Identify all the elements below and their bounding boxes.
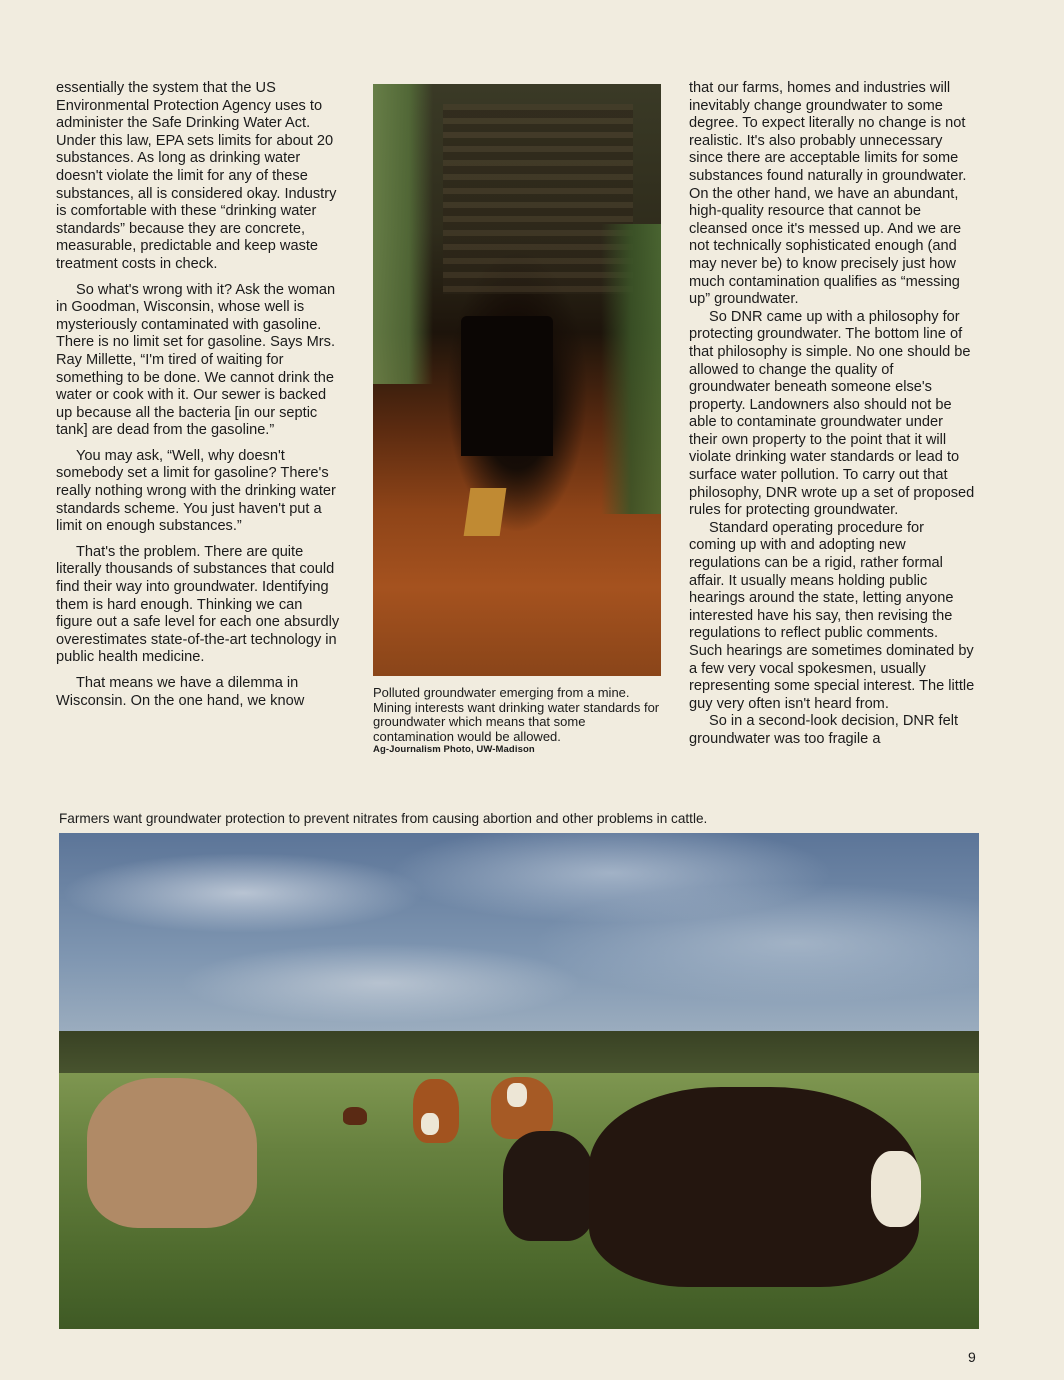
cow	[589, 1087, 919, 1287]
wooden-plank	[464, 488, 507, 536]
paragraph: So DNR came up with a philosophy for protecting groundwater. The bottom line of that philosophy is simple. No one should be allowed to change the quality of groundwater beneath someone else's property. Landowners also should not be able to contaminate groundwater under their own property to the point that it will violate drinking water standards or lead to surface water pollution. To carry out that philosophy, DNR wrote up a set of proposed rules for protecting groundwater.	[689, 308, 975, 519]
paragraph: So what's wrong with it? Ask the woman in Goodman, Wisconsin, whose well is mysteriously contaminated with gasoline. There is no limit set for gasoline. Says Mrs. Ray Millette, “I'm tired of waiting for something to be done. We cannot drink the water or cook with it. Our sewer is backed up because all the bacteria [in our septic tank] are dead from the gasoline.”	[56, 281, 336, 439]
cattle-photo-caption: Farmers want groundwater protection to prevent nitrates from causing abortion and other problems in cattle.	[59, 811, 708, 826]
sky-clouds	[59, 833, 979, 1033]
mine-entrance	[461, 316, 553, 456]
paragraph: essentially the system that the US Environmental Protection Agency uses to administer the Safe Drinking Water Act. Under this law, EPA sets limits for about 20 substances. As long as drinking water doesn't violate the limit for any of these substances, all is considered okay. Industry is comfortable with these “drinking water standards” because they are concrete, measurable, predictable and keep waste treatment costs in check.	[56, 80, 337, 272]
article-column-right	[689, 80, 975, 749]
article-column-left	[56, 80, 342, 710]
cow-face	[421, 1113, 439, 1135]
mine-photo	[373, 84, 661, 676]
cow	[491, 1077, 553, 1139]
foliage-right	[601, 224, 661, 514]
cow	[87, 1078, 257, 1228]
foliage-left	[373, 84, 433, 384]
page-number: 9	[968, 1349, 976, 1365]
cow	[413, 1079, 459, 1143]
cow	[343, 1107, 367, 1125]
paragraph: that our farms, homes and industries will inevitably change groundwater to some degree. To expect literally no change is not realistic. It's also probably unnecessary since there are acceptable limits for some substances found naturally in groundwater. On the other hand, we have an abundant, high-quality resource that cannot be cleansed once it's messed up. And we are not technically sophisticated enough (and may never be) to know precisely just how much contamination qualifies as “messing up” groundwater.	[689, 80, 967, 308]
paragraph: You may ask, “Well, why doesn't somebody set a limit for gasoline? There's really nothing wrong with the drinking water standards scheme. You just haven't put a limit on enough substances.”	[56, 447, 336, 535]
cow-face	[871, 1151, 921, 1227]
mine-photo-caption	[373, 686, 665, 755]
paragraph: So in a second-look decision, DNR felt groundwater was too fragile a	[689, 713, 959, 747]
paragraph: That means we have a dilemma in Wisconsin. On the one hand, we know	[56, 675, 305, 709]
paragraph: That's the problem. There are quite literally thousands of substances that could find their way into groundwater. Identifying them is hard enough. Thinking we can figure out a safe level for each one absurdly overestimates state-of-the-art technology in public health medicine.	[56, 543, 340, 666]
cow-face	[507, 1083, 527, 1107]
photo-credit: Ag-Journalism Photo, UW-Madison	[373, 744, 535, 756]
paragraph: Standard operating procedure for coming up with and adopting new regulations can be a rigid, rather formal affair. It usually means holding public hearings around the state, letting anyone interested have his say, then revising the regulations to reflect public comments. Such hearings are sometimes dominated by a few very vocal spokesmen, usually representing some special interest. The little guy very often isn't heard from.	[689, 519, 975, 712]
calf	[503, 1131, 595, 1241]
caption-text: Polluted groundwater emerging from a mine. Mining interests want drinking water standards for groundwater which means that some contamination would be allowed.	[373, 685, 660, 744]
cattle-photo	[59, 833, 979, 1329]
